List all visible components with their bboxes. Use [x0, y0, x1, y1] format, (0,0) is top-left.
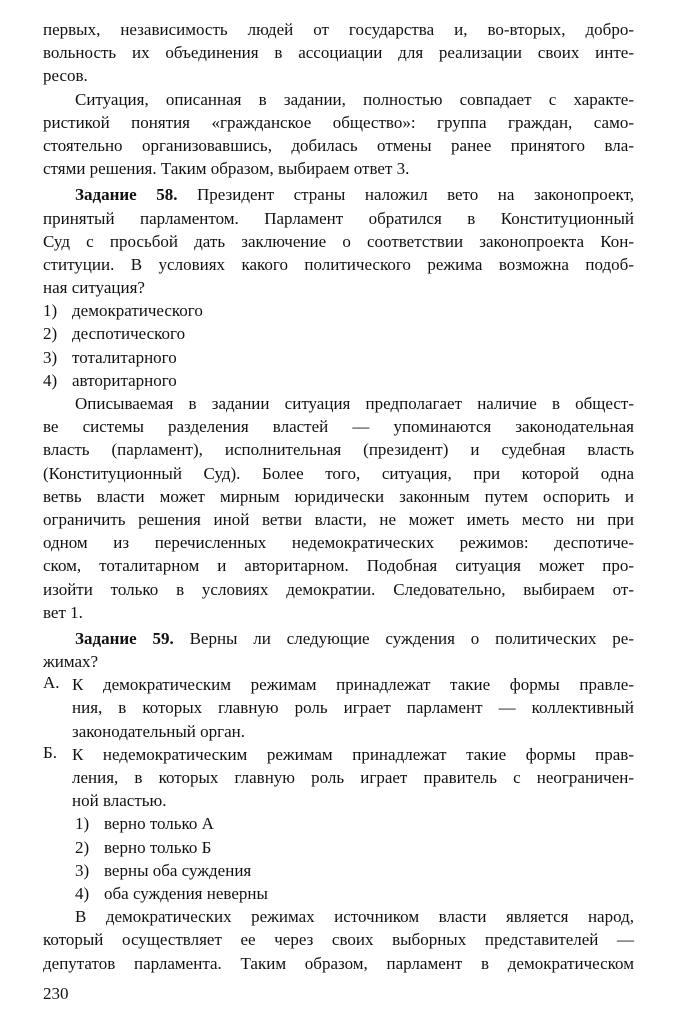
text-line: власть (парламент), исполнительная (президент) и судебная власть — [43, 440, 634, 460]
option-number: 4) — [75, 883, 90, 903]
text-line: вет 1. — [43, 602, 83, 622]
text-line: ной властью. — [72, 791, 167, 811]
text-line: Ситуация, описанная в задании, полностью совпадает с характе- — [75, 89, 634, 109]
text-line: который осуществляет ее через своих выборных представителей — — [43, 930, 634, 950]
option-text: демократического — [72, 301, 203, 321]
text-line: законодательный орган. — [72, 721, 245, 741]
option-number: 3) — [75, 860, 90, 880]
text-line: Суд с просьбой дать заключение о соответствии законопроекта Кон- — [43, 231, 634, 251]
text-line: (Конституционный Суд). Более того, ситуация, при которой одна — [43, 463, 634, 483]
text-line: первых, независимость людей от государства и, во-вторых, добро- — [43, 20, 634, 39]
option-text: оба суждения неверны — [104, 883, 268, 903]
answer-options — [43, 299, 634, 392]
text-line: одном из перечисленных недемократических режимов: деспотиче- — [43, 533, 634, 553]
text-line: ресов. — [43, 66, 88, 86]
option-number: 2) — [43, 324, 58, 344]
statement — [43, 743, 634, 813]
text-line: ная ситуация? — [43, 278, 145, 298]
text-line: вольность их объединения в ассоциации для реализации своих инте- — [43, 43, 634, 63]
answer-option — [43, 369, 634, 392]
text-line: стями решения. Таким образом, выбираем ответ 3. — [43, 159, 410, 179]
text-line: Описываемая в задании ситуация предполагает наличие в общест- — [75, 394, 634, 413]
text-line: В демократических режимах источником власти является народ, — [75, 907, 634, 927]
option-text: верны оба суждения — [104, 860, 252, 880]
statement-label: А. — [43, 673, 60, 693]
paragraph — [43, 18, 634, 88]
option-text: деспотического — [72, 324, 186, 344]
text-line: К недемократическим режимам принадлежат такие формы прав- — [72, 744, 634, 764]
text-line: жимах? — [43, 652, 99, 672]
paragraph — [43, 392, 634, 624]
task-number: Задание 58. — [75, 185, 178, 205]
option-number: 1) — [43, 301, 58, 321]
page-number: 230 — [43, 984, 69, 1003]
answer-option — [75, 812, 634, 835]
statement — [43, 673, 634, 743]
answer-option — [75, 882, 634, 905]
answer-option — [43, 322, 634, 345]
answer-options — [43, 812, 634, 905]
text-line: ления, в которых главную роль играет правитель с неограничен- — [72, 768, 634, 787]
text-line: ристикой понятия «гражданское общество»: группа граждан, само- — [43, 112, 634, 132]
task-block — [43, 183, 634, 299]
text-line: ограничить решения иной ветви власти, не может иметь место ни при — [43, 509, 634, 529]
text-line: изойти только в условиях демократии. Следовательно, выбираем от- — [43, 579, 634, 599]
text-line: К демократическим режимам принадлежат такие формы правле- — [72, 675, 634, 695]
text-line-content: Верны ли следующие суждения о политических ре- — [173, 628, 634, 648]
option-text: авторитарного — [72, 370, 177, 390]
text-line: ния, в которых главную роль играет парламент — коллективный — [72, 698, 634, 718]
option-text: тоталитарного — [72, 347, 177, 367]
page-text — [43, 18, 634, 975]
text-line: стоятельно организовавшись, добилась отмены ранее принятого вла- — [43, 135, 634, 155]
answer-option — [75, 859, 634, 882]
task-block — [43, 627, 634, 673]
text-line: ве системы разделения властей — упоминаются законодательная — [43, 417, 634, 437]
text-line: ветвь власти может мирным юридически законным путем оспорить и — [43, 486, 634, 506]
option-text: верно только Б — [104, 837, 212, 857]
paragraph — [43, 88, 634, 181]
text-line: ском, тоталитарном и авторитарном. Подобная ситуация может про- — [43, 556, 634, 576]
text-line: депутатов парламента. Таким образом, парламент в демократическом — [43, 953, 634, 973]
answer-option — [43, 299, 634, 322]
option-number: 1) — [75, 814, 90, 834]
text-line — [43, 627, 634, 650]
option-number: 3) — [43, 347, 58, 367]
statement-label: Б. — [43, 742, 58, 762]
text-line: ституции. В условиях какого политического режима возможна подоб- — [43, 254, 634, 274]
paragraph — [43, 905, 634, 975]
text-line: принятый парламентом. Парламент обратился в Конституционный — [43, 208, 634, 228]
option-number: 4) — [43, 370, 58, 390]
answer-option — [75, 836, 634, 859]
answer-option — [43, 346, 634, 369]
text-line — [43, 183, 634, 206]
option-text: верно только А — [104, 814, 214, 834]
task-number: Задание 59. — [75, 628, 174, 648]
option-number: 2) — [75, 837, 90, 857]
text-line-content: Президент страны наложил вето на законопроект, — [177, 185, 634, 205]
